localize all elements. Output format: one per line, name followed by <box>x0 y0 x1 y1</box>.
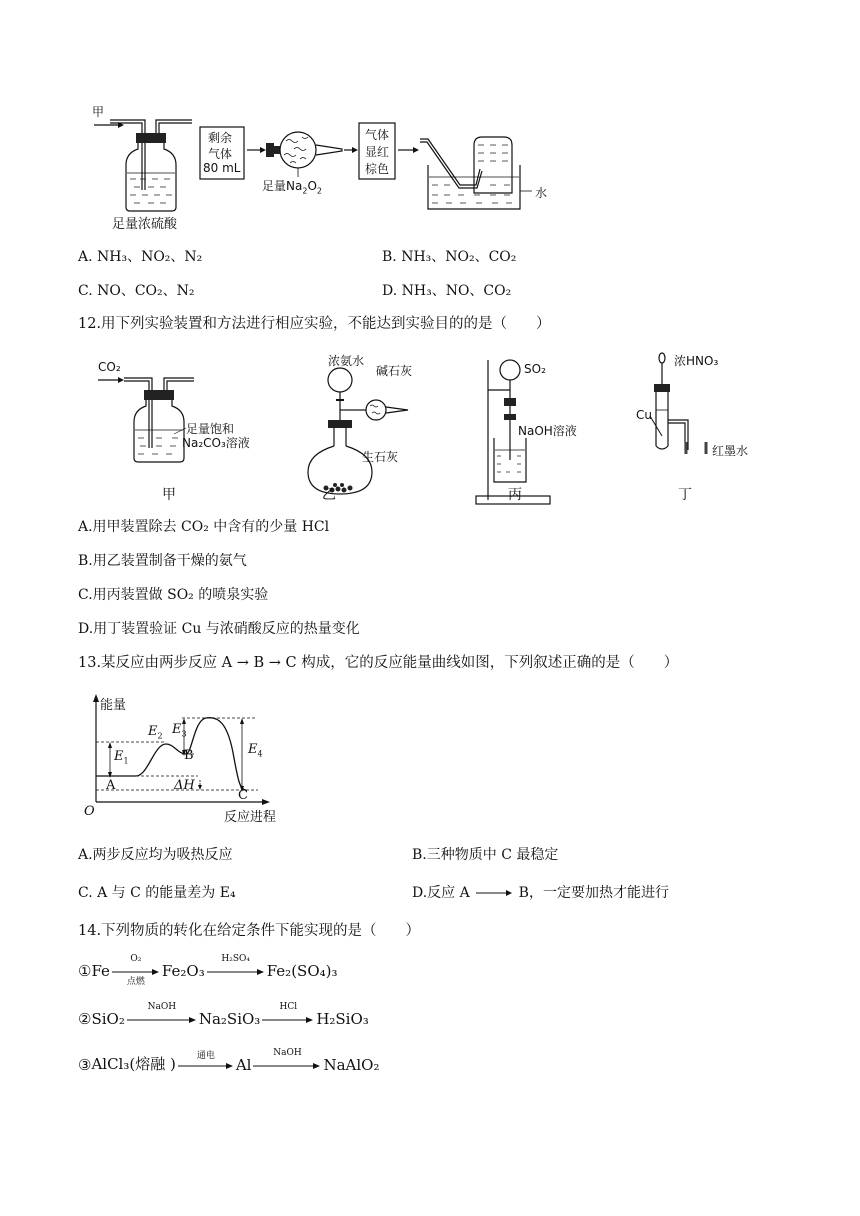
q11-box2-line3: 棕色 <box>365 162 390 176</box>
q13-ylabel: 能量 <box>100 698 127 713</box>
q13-origin: O <box>84 804 95 819</box>
q14-item-3-s1: AlCl₃(熔融 ) <box>91 1055 176 1073</box>
q14-item-1-s2: Fe₂O₃ <box>161 962 205 980</box>
q13-stem: 13.某反应由两步反应 A → B → C 构成，它的反应能量曲线如图，下列叙述正确的是（ ） <box>78 655 679 671</box>
q13-option-d-suffix: B，一定要加热才能进行 <box>518 885 669 901</box>
q13-option-d <box>412 884 669 902</box>
q14-item-3-s3: NaAlO₂ <box>323 1056 380 1074</box>
q14-item-2-s2: Na₂SiO₃ <box>198 1010 261 1028</box>
q14-item-2 <box>78 1002 369 1028</box>
q14-stem: 14.下列物质的转化在给定条件下能实现的是（ ） <box>78 923 421 939</box>
q12-yi-dryer: 碱石灰 <box>376 364 413 378</box>
q12-ding-metal: Cu <box>636 408 652 422</box>
q12-yi-top: 浓氨水 <box>328 354 365 368</box>
q13-e3-label: $E_3$ <box>172 722 187 739</box>
q12-caption-jia: 甲 <box>162 487 176 503</box>
q13-option-d-arrow-icon <box>474 888 514 898</box>
q12-option-a: A.用甲装置除去 CO₂ 中含有的少量 HCl <box>78 519 330 535</box>
q13-e1-label: $E_1$ <box>114 749 129 766</box>
q13-energy-graph <box>82 692 282 828</box>
q13-option-a: A.两步反应均为吸热反应 <box>78 847 233 863</box>
q12-jia-solution-line1: 足量饱和 <box>186 422 235 436</box>
q12-caption-yi: 乙 <box>322 487 336 503</box>
q11-option-d: D. NH₃、NO、CO₂ <box>382 283 512 299</box>
q13-option-b: B.三种物质中 C 最稳定 <box>412 847 559 863</box>
q14-item-1-arrow2-icon <box>207 968 265 976</box>
q12-option-c: C.用丙装置做 SO₂ 的喷泉实验 <box>78 587 269 603</box>
q14-item-2-s1: SiO₂ <box>91 1010 125 1028</box>
q12-bing-solution: NaOH溶液 <box>518 424 577 438</box>
q14-item-3-arrow1 <box>178 1052 234 1074</box>
q14-item-2-arrow1-top: NaOH <box>147 1002 177 1012</box>
q14-item-1-arrow2-top: H₂SO₄ <box>221 954 251 964</box>
q14-item-1-arrow1-bottom: 点燃 <box>126 977 145 987</box>
q13-e4-label: $E_4$ <box>248 742 263 759</box>
q12-yi-solid: 生石灰 <box>362 450 399 464</box>
q13-dh-label: ΔH <box>174 778 195 793</box>
q11-option-b: B. NH₃、NO₂、CO₂ <box>382 249 517 265</box>
q14-item-1-arrow1 <box>112 954 160 987</box>
q12-ding-acid: 浓HNO₃ <box>674 354 719 368</box>
q14-item-1-num: ① <box>78 962 92 980</box>
q14-item-2-arrow1 <box>127 1002 197 1028</box>
q14-item-1-arrow1-top: O₂ <box>130 954 142 964</box>
q11-box1-line2: 气体 <box>208 147 233 161</box>
q12-bing-gas: SO₂ <box>524 362 546 376</box>
q11-box1-line3: 80 mL <box>203 161 241 175</box>
q11-input-label: 甲 <box>92 105 105 119</box>
q11-apparatus-diagram <box>80 105 560 235</box>
q13-option-c: C. A 与 C 的能量差为 E₄ <box>78 885 236 901</box>
q11-box2-line2: 显红 <box>365 145 390 159</box>
q14-item-3-arrow2 <box>253 1048 321 1074</box>
q11-box1-line1: 剩余 <box>208 131 233 145</box>
q12-caption-ding: 丁 <box>678 487 692 503</box>
q14-item-1-arrow2 <box>207 954 265 980</box>
q12-option-d: D.用丁装置验证 Cu 与浓硝酸反应的热量变化 <box>78 621 360 637</box>
q14-item-3-arrow2-top: NaOH <box>273 1048 302 1058</box>
q14-item-2-arrow2-icon <box>262 1016 314 1024</box>
q13-xlabel: 反应进程 <box>224 810 277 825</box>
q14-item-3-num: ③ <box>78 1056 92 1074</box>
q13-point-a: A <box>106 778 116 793</box>
q12-caption-bing: 丙 <box>508 487 522 503</box>
q13-point-c: C <box>238 788 248 803</box>
q14-item-2-arrow2-top: HCl <box>279 1002 298 1012</box>
q11-box2-line1: 气体 <box>365 128 390 142</box>
q12-ding-ink: 红墨水 <box>712 444 749 458</box>
q14-item-3-arrow1-icon <box>178 1062 234 1070</box>
q12-stem: 12.用下列实验装置和方法进行相应实验，不能达到实验目的的是（ ） <box>78 316 551 332</box>
q14-item-3-arrow2-icon <box>253 1062 321 1070</box>
q12-apparatus-figure <box>90 350 770 510</box>
q12-jia-solution-line2: Na₂CO₃溶液 <box>182 436 250 450</box>
q12-jia-gas: CO₂ <box>98 360 121 374</box>
q13-e2-label: $E_2$ <box>148 724 163 741</box>
q14-item-2-arrow2 <box>262 1002 314 1028</box>
q14-item-2-s3: H₂SiO₃ <box>316 1010 369 1028</box>
q14-item-3-s2: Al <box>235 1056 252 1074</box>
q14-item-3 <box>78 1048 380 1074</box>
q13-point-b: B <box>184 748 194 763</box>
q14-item-1-s1: Fe <box>91 962 110 980</box>
q14-item-1 <box>78 954 338 987</box>
q14-item-1-s3: Fe₂(SO₄)₃ <box>266 962 338 980</box>
q11-water-label: 水 <box>535 186 548 200</box>
q14-item-2-arrow1-icon <box>127 1016 197 1024</box>
q14-item-2-num: ② <box>78 1010 92 1028</box>
q13-option-d-prefix: D.反应 A <box>412 885 470 901</box>
q11-option-a: A. NH₃、NO₂、N₂ <box>78 249 203 265</box>
q11-na2o2-label: 足量$Na_2O_2$ <box>262 179 322 196</box>
q11-acid-label: 足量浓硫酸 <box>112 217 178 232</box>
q11-option-c: C. NO、CO₂、N₂ <box>78 283 195 299</box>
q12-option-b: B.用乙装置制备干燥的氨气 <box>78 553 247 569</box>
q14-item-3-arrow1-top: 通电 <box>196 1051 215 1061</box>
